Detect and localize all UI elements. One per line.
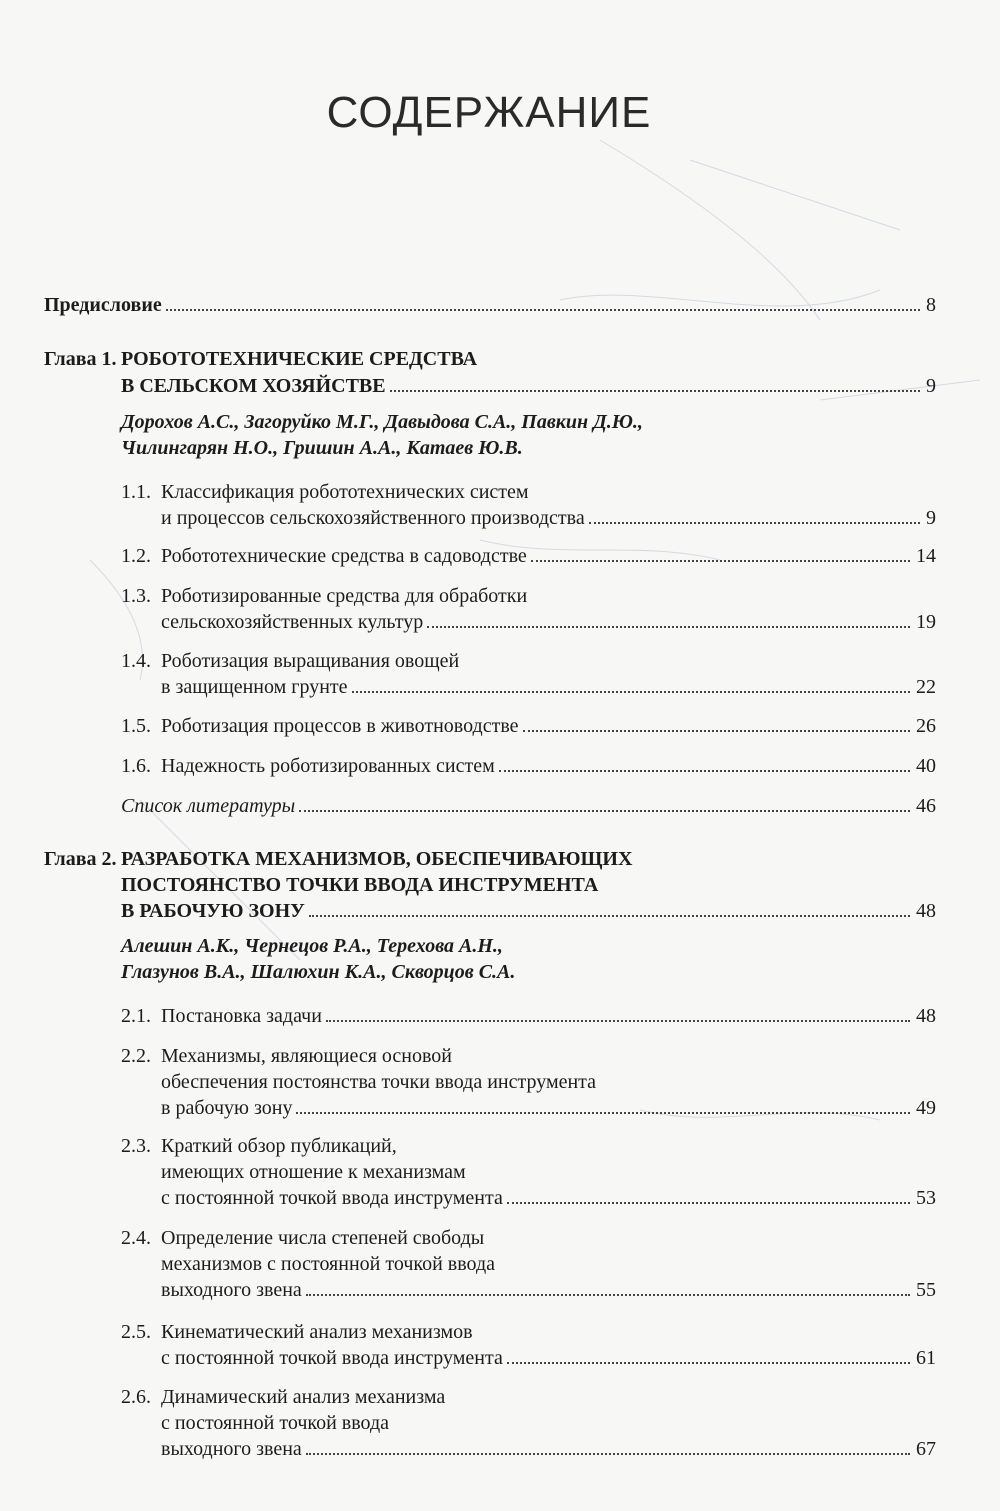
dot-leader: [427, 626, 910, 628]
dot-leader: [390, 390, 920, 392]
page-number: 46: [916, 795, 936, 817]
chapter-1-label: Глава 1.: [44, 348, 117, 370]
section-2-3-title-line-1: Краткий обзор публикаций,: [161, 1135, 397, 1157]
chapter-1-authors-line-2: Чилингарян Н.О., Гришин А.А., Катаев Ю.В.: [121, 437, 523, 459]
toc-entry-chapter-1: [121, 374, 936, 398]
toc-entry-section-1-3: [161, 610, 936, 634]
section-2-5-title-line-1: Кинематический анализ механизмов: [161, 1321, 473, 1343]
page-number: 53: [916, 1187, 936, 1209]
references-label: Список литературы: [121, 795, 296, 817]
toc-entry-references: [121, 794, 936, 818]
toc-entry-section-1-5: [161, 714, 936, 738]
dot-leader: [507, 1362, 910, 1364]
section-2-6-number: 2.6.: [121, 1386, 151, 1408]
dot-leader: [296, 1112, 910, 1114]
toc-entry-section-2-5: [161, 1346, 936, 1370]
page-number: 49: [916, 1097, 936, 1119]
dot-leader: [309, 915, 910, 917]
section-1-3-title-line-2: сельскохозяйственных культур: [161, 611, 424, 633]
section-2-2-number: 2.2.: [121, 1045, 151, 1067]
dot-leader: [523, 730, 910, 732]
entry-label: Предисловие: [44, 294, 162, 316]
page-number: 55: [916, 1279, 936, 1301]
page-number: 48: [916, 900, 936, 922]
page-number: 40: [916, 755, 936, 777]
page-number: 48: [916, 1005, 936, 1027]
section-1-5-number: 1.5.: [121, 715, 151, 737]
section-2-3-title-line-3: с постоянной точкой ввода инструмента: [161, 1187, 503, 1209]
dot-leader: [507, 1202, 910, 1204]
toc-entry-section-2-2: [161, 1096, 936, 1120]
page-number: 67: [916, 1438, 936, 1460]
section-1-3-title-line-1: Роботизированные средства для обработки: [161, 585, 528, 607]
dot-leader: [531, 560, 910, 562]
section-2-5-title-line-2: с постоянной точкой ввода инструмента: [161, 1347, 503, 1369]
chapter-2-title-line-1: РАЗРАБОТКА МЕХАНИЗМОВ, ОБЕСПЕЧИВАЮЩИХ: [121, 848, 633, 870]
section-2-6-title-line-3: выходного звена: [161, 1438, 302, 1460]
dot-leader: [166, 309, 920, 311]
page-number: 61: [916, 1347, 936, 1369]
section-1-4-title-line-1: Роботизация выращивания овощей: [161, 650, 460, 672]
toc-entry-section-1-6: [161, 754, 936, 778]
chapter-2-authors-line-2: Глазунов В.А., Шалюхин К.А., Скворцов С.А.: [121, 961, 516, 983]
page-number: 9: [926, 375, 936, 397]
toc-entry-preface: [44, 293, 936, 317]
chapter-1-title-line-2: В СЕЛЬСКОМ ХОЗЯЙСТВЕ: [121, 375, 386, 397]
dot-leader: [352, 691, 910, 693]
chapter-2-title-line-2: ПОСТОЯНСТВО ТОЧКИ ВВОДА ИНСТРУМЕНТА: [121, 874, 599, 896]
section-2-5-number: 2.5.: [121, 1321, 151, 1343]
dot-leader: [306, 1453, 910, 1455]
section-2-4-title-line-3: выходного звена: [161, 1279, 302, 1301]
chapter-2-authors-line-1: Алешин А.К., Чернецов Р.А., Терехова А.Н.,: [121, 935, 503, 957]
section-1-4-number: 1.4.: [121, 650, 151, 672]
toc-entry-section-2-1: [161, 1004, 936, 1028]
dot-leader: [326, 1020, 910, 1022]
toc-entry-section-2-4: [161, 1278, 936, 1302]
toc-entry-section-1-4: [161, 675, 936, 699]
section-2-2-title-line-1: Механизмы, являющиеся основой: [161, 1045, 453, 1067]
page-number: 9: [926, 507, 936, 529]
toc-entry-section-2-6: [161, 1437, 936, 1461]
dot-leader: [306, 1294, 910, 1296]
page-title: СОДЕРЖАНИЕ: [326, 88, 652, 137]
section-2-6-title-line-1: Динамический анализ механизма: [161, 1386, 446, 1408]
section-1-1-title-line-2: и процессов сельскохозяйственного производства: [161, 507, 585, 529]
dot-leader: [299, 810, 910, 812]
toc-entry-section-1-1: [161, 506, 936, 530]
section-1-1-number: 1.1.: [121, 481, 151, 503]
section-2-3-title-line-2: имеющих отношение к механизмам: [161, 1161, 466, 1183]
section-2-4-title-line-2: механизмов с постоянной точкой ввода: [161, 1253, 496, 1275]
section-2-2-title-line-3: в рабочую зону: [161, 1097, 293, 1119]
section-2-1-number: 2.1.: [121, 1005, 151, 1027]
section-1-2-title: Робототехнические средства в садоводстве: [161, 545, 527, 567]
section-1-1-title-line-1: Классификация робототехнических систем: [161, 481, 529, 503]
chapter-1-authors-line-1: Дорохов А.С., Загоруйко М.Г., Давыдова С.А., Павкин Д.Ю.,: [121, 411, 643, 433]
chapter-2-label: Глава 2.: [44, 848, 117, 870]
section-1-3-number: 1.3.: [121, 585, 151, 607]
section-2-1-title: Постановка задачи: [161, 1005, 322, 1027]
dot-leader: [499, 770, 910, 772]
chapter-2-title-line-3: В РАБОЧУЮ ЗОНУ: [121, 900, 305, 922]
section-2-4-title-line-1: Определение числа степеней свободы: [161, 1227, 485, 1249]
chapter-1-title-line-1: РОБОТОТЕХНИЧЕСКИЕ СРЕДСТВА: [121, 348, 478, 370]
page-number: 8: [926, 294, 936, 316]
page-number: 14: [916, 545, 936, 567]
page-number: 22: [916, 676, 936, 698]
section-1-6-title: Надежность роботизированных систем: [161, 755, 495, 777]
page-number: 19: [916, 611, 936, 633]
section-2-4-number: 2.4.: [121, 1227, 151, 1249]
toc-entry-section-2-3: [161, 1186, 936, 1210]
section-1-4-title-line-2: в защищенном грунте: [161, 676, 348, 698]
section-2-3-number: 2.3.: [121, 1135, 151, 1157]
toc-entry-section-1-2: [161, 544, 936, 568]
toc-entry-chapter-2: [121, 899, 936, 923]
section-1-2-number: 1.2.: [121, 545, 151, 567]
section-2-2-title-line-2: обеспечения постоянства точки ввода инструмента: [161, 1071, 597, 1093]
page-number: 26: [916, 715, 936, 737]
section-2-6-title-line-2: с постоянной точкой ввода: [161, 1412, 390, 1434]
dot-leader: [589, 522, 920, 524]
section-1-6-number: 1.6.: [121, 755, 151, 777]
section-1-5-title: Роботизация процессов в животноводстве: [161, 715, 519, 737]
